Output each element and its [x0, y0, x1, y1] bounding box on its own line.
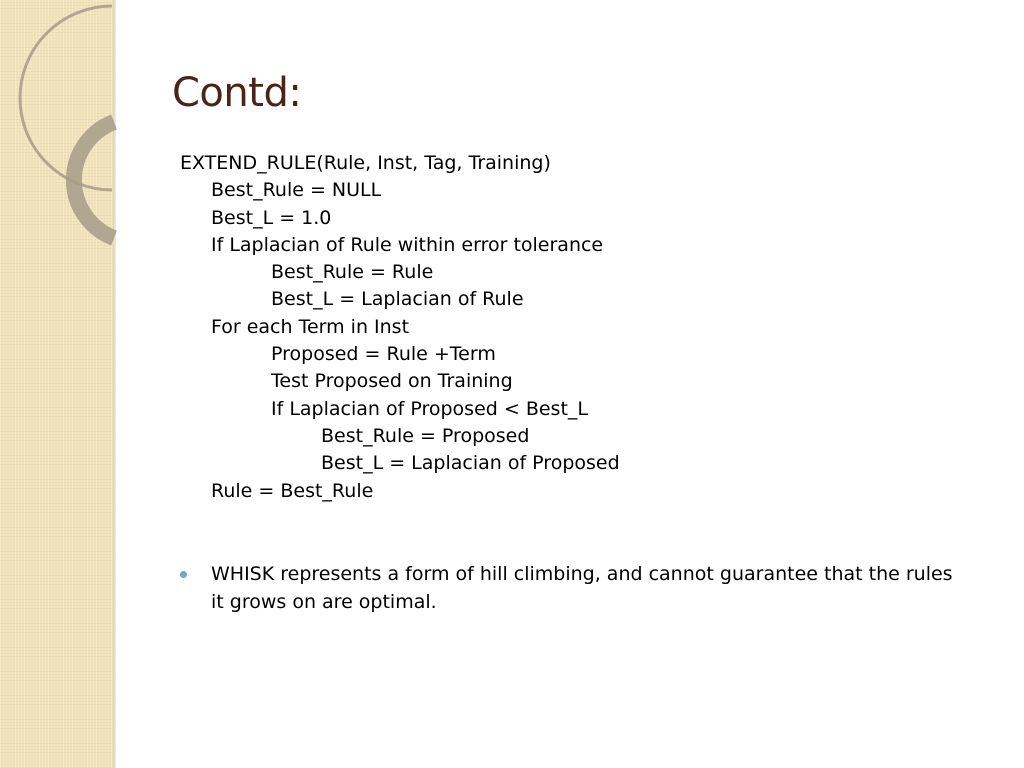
code-line: If Laplacian of Proposed < Best_L: [271, 397, 588, 420]
decorative-rings: [0, 0, 120, 260]
slide-title: Contd:: [172, 70, 302, 116]
code-line: Test Proposed on Training: [271, 370, 513, 393]
bullet-text: WHISK represents a form of hill climbing, and cannot guarantee that the rules it grows on are optimal.: [211, 563, 953, 613]
code-line: EXTEND_RULE(Rule, Inst, Tag, Training): [180, 152, 551, 174]
code-line: If Laplacian of Rule within error tolerance: [211, 233, 604, 256]
pseudocode-block: [180, 150, 620, 505]
bullet-item: [180, 561, 960, 616]
small-ring-arc: [74, 122, 114, 238]
code-line: Best_L = 1.0: [211, 206, 332, 229]
large-ring-arc: [20, 6, 112, 190]
code-line: Proposed = Rule +Term: [271, 343, 496, 366]
bullet-dot-icon: [180, 571, 187, 578]
code-line: For each Term in Inst: [211, 315, 410, 338]
code-line: Best_Rule = NULL: [211, 179, 382, 202]
bullet-list: [180, 561, 960, 616]
code-line: Best_L = Laplacian of Proposed: [321, 452, 620, 475]
code-line: Rule = Best_Rule: [211, 479, 374, 502]
code-line: Best_L = Laplacian of Rule: [271, 288, 524, 311]
code-line: Best_Rule = Rule: [271, 261, 434, 284]
code-line: Best_Rule = Proposed: [321, 424, 530, 447]
